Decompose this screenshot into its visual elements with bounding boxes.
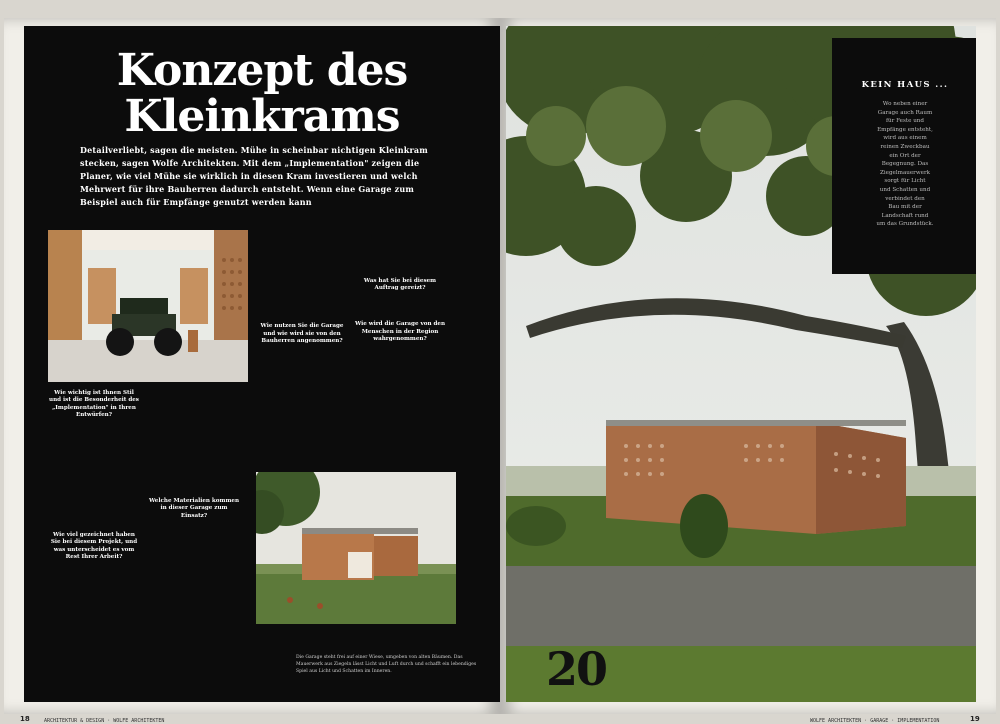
sidebar-title: KEIN HAUS ... xyxy=(861,80,949,90)
lede-line: Beispiel auch für Empfänge genutzt werden kann xyxy=(80,197,312,207)
article-title xyxy=(24,45,500,142)
question-4: Was hat Sie bei diesem Auftrag gereizt? xyxy=(363,277,437,291)
lede-line: stecken, sagen Wolfe Architekten. Mit dem „Implementation" zeigen die xyxy=(80,158,420,168)
text-column-1 xyxy=(48,388,140,698)
big-page-number: 20 xyxy=(546,642,607,696)
black-panel xyxy=(24,26,500,702)
sidebar-line: Garage auch Raum xyxy=(877,109,933,116)
photo-garage-exterior xyxy=(256,472,456,624)
photo-caption: Die Garage steht frei auf einer Wiese, umgeben von alten Bäumen. Das Mauerwerk aus Ziegeln lässt Licht und Luft durch und schafft ein lebendiges Spiel aus Licht und Schatten im Inneren. xyxy=(296,655,477,674)
title-line-1: Konzept des xyxy=(116,45,408,96)
sidebar-line: Landschaft rund xyxy=(881,212,929,219)
sidebar-line: ein Ort der xyxy=(889,152,921,159)
sidebar-box xyxy=(832,38,976,274)
text-column-3 xyxy=(256,230,348,466)
sidebar-line: Begegnung. Das xyxy=(881,161,929,168)
page-number-left: 18 xyxy=(20,715,30,723)
footer-left: ARCHITEKTUR & DESIGN · WOLFE ARCHITEKTEN xyxy=(44,718,165,724)
lede-line: Planer, wie viel Mühe sie wirklich in diesen Kram investieren und welch xyxy=(80,171,418,181)
text-column-5 xyxy=(148,496,240,696)
lede-paragraph xyxy=(80,144,450,209)
sidebar-line: Ziegelmauerwerk xyxy=(879,169,931,176)
photo-garage-interior xyxy=(48,230,248,382)
text-column-4 xyxy=(354,230,446,466)
question-2: Wie viel gezeichnet haben Sie bei diesem Projekt, und was unterscheidet es vom Rest Ihrer Arbeit? xyxy=(50,531,138,561)
lede-line: Detailverliebt, sagen die meisten. Mühe in scheinbar nichtigen Kleinkram xyxy=(80,145,428,155)
left-page xyxy=(4,18,500,724)
footer-right: WOLFE ARCHITEKTEN · GARAGE · IMPLEMENTATION xyxy=(810,718,940,724)
sidebar-line: Empfänge entsteht, xyxy=(877,126,933,133)
right-page xyxy=(500,18,996,724)
sidebar-line: für Feste und xyxy=(885,118,924,125)
sidebar-line: Wo neben einer xyxy=(882,101,928,107)
sidebar-line: reinen Zweckbau xyxy=(880,143,930,150)
question-1: Wie wichtig ist Ihnen Stil und ist die Besonderheit des „Implementation" in Ihren Entwürfen? xyxy=(49,390,139,419)
question-3: Wie nutzen Sie die Garage und wie wird sie von den Bauherren angenommen? xyxy=(260,323,344,344)
sidebar-line: verbindet den xyxy=(885,195,925,202)
photo-landscape xyxy=(506,26,976,702)
lede-line: Mehrwert für ihre Bauherren dadurch entsteht. Wenn eine Garage zum xyxy=(80,184,415,194)
question-5: Wie wird die Garage von den Menschen in der Region wahrgenommen? xyxy=(354,321,446,342)
title-line-2: Kleinkrams xyxy=(124,91,400,142)
interior-illustration xyxy=(48,230,248,382)
page-number-right: 19 xyxy=(970,715,980,723)
sidebar-body xyxy=(844,100,966,229)
question-6: Welche Materialien kommen in dieser Garage zum Einsatz? xyxy=(148,498,240,519)
exterior-illustration xyxy=(256,472,456,624)
sidebar-line: um das Grundstück. xyxy=(876,221,934,228)
sidebar-line: und Schatten und xyxy=(879,186,931,193)
sidebar-line: Bau mit der xyxy=(888,204,922,211)
sidebar-line: wird aus einem xyxy=(883,135,927,142)
sidebar-line: sorgt für Licht xyxy=(884,178,926,185)
